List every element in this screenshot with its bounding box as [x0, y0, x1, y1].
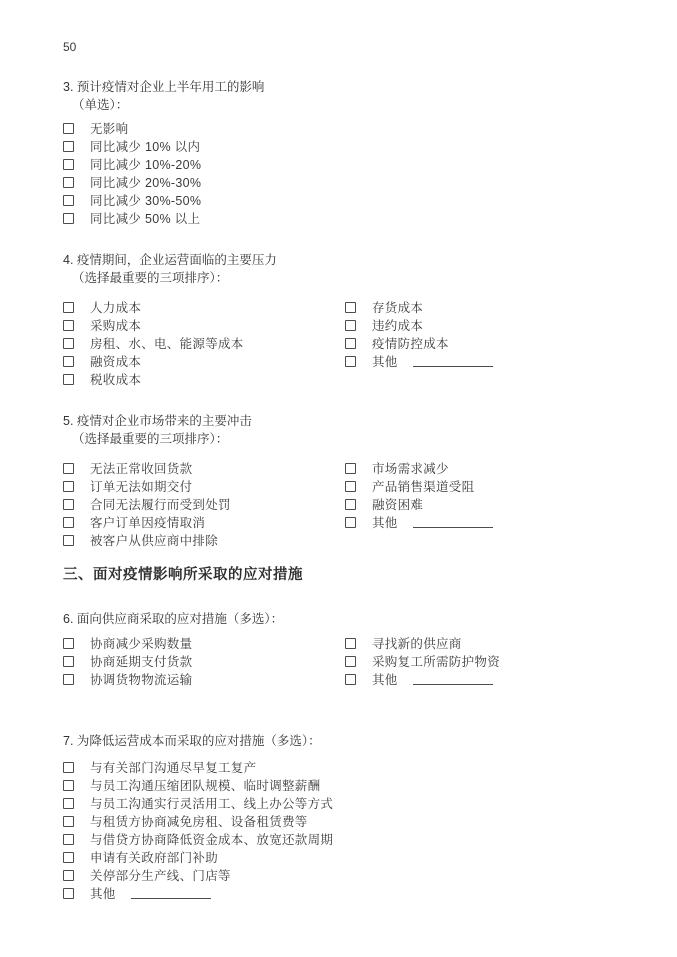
- checkbox-icon[interactable]: [63, 780, 74, 791]
- option-label: 合同无法履行而受到处罚: [90, 498, 231, 512]
- checkbox-option-other[interactable]: [345, 513, 493, 531]
- option-label: 无影响: [90, 122, 129, 136]
- question-4-title: 4. 疫情期间，企业运营面临的主要压力: [63, 253, 277, 267]
- question-4-right-column: [345, 298, 493, 388]
- checkbox-option[interactable]: [345, 334, 493, 352]
- option-label: 房租、水、电、能源等成本: [90, 337, 244, 351]
- checkbox-option[interactable]: [345, 634, 500, 652]
- checkbox-icon[interactable]: [63, 177, 74, 188]
- option-label: 融资困难: [372, 498, 424, 512]
- option-label: 其他: [372, 673, 398, 687]
- option-label: 同比减少 30%-50%: [90, 194, 202, 208]
- question-6-title: 6. 面向供应商采取的应对措施（多选）：: [63, 612, 284, 626]
- checkbox-icon[interactable]: [63, 888, 74, 899]
- checkbox-icon[interactable]: [345, 463, 356, 474]
- checkbox-icon[interactable]: [63, 535, 74, 546]
- option-label: 无法正常收回货款: [90, 462, 193, 476]
- question-3: [63, 78, 637, 227]
- checkbox-icon[interactable]: [63, 816, 74, 827]
- checkbox-icon[interactable]: [63, 834, 74, 845]
- option-label: 同比减少 50% 以上: [90, 212, 201, 226]
- checkbox-option[interactable]: [63, 370, 345, 388]
- checkbox-icon[interactable]: [63, 870, 74, 881]
- option-label: 寻找新的供应商: [372, 637, 462, 651]
- question-6-left-column: [63, 634, 345, 688]
- option-label: 协商延期支付货款: [90, 655, 193, 669]
- checkbox-option[interactable]: [345, 316, 493, 334]
- option-label: 其他: [372, 355, 398, 369]
- option-label: 被客户从供应商中排除: [90, 534, 219, 548]
- checkbox-icon[interactable]: [345, 320, 356, 331]
- option-label: 与员工沟通压缩团队规模、临时调整薪酬: [90, 779, 321, 793]
- checkbox-icon[interactable]: [63, 481, 74, 492]
- option-label: 申请有关政府部门补助: [90, 851, 219, 865]
- option-label: 疫情防控成本: [372, 337, 449, 351]
- fill-in-blank[interactable]: [413, 355, 493, 367]
- question-5-options: [63, 459, 637, 549]
- checkbox-icon[interactable]: [63, 762, 74, 773]
- option-label: 其他: [372, 516, 398, 530]
- checkbox-option[interactable]: [63, 794, 637, 812]
- checkbox-option[interactable]: [63, 119, 637, 137]
- checkbox-icon[interactable]: [345, 674, 356, 685]
- question-7-options: [63, 758, 637, 902]
- checkbox-option[interactable]: [345, 495, 493, 513]
- checkbox-option-other[interactable]: [345, 352, 493, 370]
- checkbox-icon[interactable]: [63, 356, 74, 367]
- option-label: 协商减少采购数量: [90, 637, 193, 651]
- section-3-heading: 三、面对疫情影响所采取的应对措施: [63, 567, 303, 583]
- checkbox-icon[interactable]: [63, 302, 74, 313]
- option-label: 融资成本: [90, 355, 142, 369]
- checkbox-option[interactable]: [63, 758, 637, 776]
- checkbox-icon[interactable]: [63, 141, 74, 152]
- option-label: 同比减少 10% 以内: [90, 140, 201, 154]
- checkbox-option[interactable]: [63, 209, 637, 227]
- fill-in-blank[interactable]: [131, 887, 211, 899]
- checkbox-option[interactable]: [63, 776, 637, 794]
- checkbox-icon[interactable]: [63, 374, 74, 385]
- checkbox-option[interactable]: [63, 830, 637, 848]
- option-label: 客户订单因疫情取消: [90, 516, 206, 530]
- option-label: 采购复工所需防护物资: [372, 655, 501, 669]
- checkbox-option[interactable]: [63, 316, 345, 334]
- checkbox-option-other[interactable]: [63, 884, 637, 902]
- question-4-subtitle: （选择最重要的三项排序）：: [72, 271, 229, 285]
- checkbox-icon[interactable]: [63, 499, 74, 510]
- fill-in-blank[interactable]: [413, 516, 493, 528]
- question-5-left-column: [63, 459, 345, 549]
- page-number: 50: [63, 40, 77, 54]
- checkbox-option[interactable]: [63, 812, 637, 830]
- checkbox-option[interactable]: [63, 137, 637, 155]
- option-label: 税收成本: [90, 373, 142, 387]
- question-4-left-column: [63, 298, 345, 388]
- checkbox-option[interactable]: [63, 848, 637, 866]
- checkbox-option[interactable]: [345, 652, 500, 670]
- option-label: 与员工沟通实行灵活用工、线上办公等方式: [90, 797, 334, 811]
- checkbox-option[interactable]: [345, 298, 493, 316]
- checkbox-option[interactable]: [63, 334, 345, 352]
- question-3-options: [63, 119, 637, 227]
- option-label: 人力成本: [90, 301, 142, 315]
- checkbox-icon[interactable]: [63, 123, 74, 134]
- option-label: 存货成本: [372, 301, 424, 315]
- checkbox-option[interactable]: [63, 191, 637, 209]
- checkbox-icon[interactable]: [63, 656, 74, 667]
- question-5: [63, 412, 637, 549]
- question-6: [63, 610, 637, 688]
- checkbox-icon[interactable]: [63, 798, 74, 809]
- checkbox-option[interactable]: [345, 459, 493, 477]
- question-3-title: 3. 预计疫情对企业上半年用工的影响: [63, 80, 265, 94]
- checkbox-icon[interactable]: [63, 195, 74, 206]
- option-label: 同比减少 20%-30%: [90, 176, 202, 190]
- question-5-right-column: [345, 459, 493, 549]
- checkbox-icon[interactable]: [63, 674, 74, 685]
- checkbox-option[interactable]: [63, 173, 637, 191]
- option-label: 其他: [90, 887, 116, 901]
- option-label: 同比减少 10%-20%: [90, 158, 202, 172]
- checkbox-option[interactable]: [63, 459, 345, 477]
- checkbox-option[interactable]: [63, 513, 345, 531]
- question-5-title: 5. 疫情对企业市场带来的主要冲击: [63, 414, 252, 428]
- checkbox-icon[interactable]: [345, 499, 356, 510]
- checkbox-option[interactable]: [63, 670, 345, 688]
- checkbox-option[interactable]: [63, 352, 345, 370]
- question-4-options: [63, 298, 637, 388]
- question-6-options: [63, 634, 637, 688]
- checkbox-icon[interactable]: [345, 481, 356, 492]
- option-label: 与有关部门沟通尽早复工复产: [90, 761, 257, 775]
- checkbox-icon[interactable]: [63, 338, 74, 349]
- checkbox-option-other[interactable]: [345, 670, 500, 688]
- checkbox-icon[interactable]: [63, 320, 74, 331]
- checkbox-option[interactable]: [63, 531, 345, 549]
- question-4: [63, 251, 637, 388]
- checkbox-option[interactable]: [63, 155, 637, 173]
- option-label: 产品销售渠道受阻: [372, 480, 475, 494]
- option-label: 与租赁方协商减免房租、设备租赁费等: [90, 815, 308, 829]
- checkbox-icon[interactable]: [63, 159, 74, 170]
- checkbox-icon[interactable]: [63, 463, 74, 474]
- checkbox-icon[interactable]: [345, 302, 356, 313]
- option-label: 违约成本: [372, 319, 424, 333]
- checkbox-option[interactable]: [345, 477, 493, 495]
- checkbox-icon[interactable]: [63, 852, 74, 863]
- checkbox-icon[interactable]: [345, 338, 356, 349]
- checkbox-option[interactable]: [63, 634, 345, 652]
- question-6-right-column: [345, 634, 500, 688]
- option-label: 订单无法如期交付: [90, 480, 193, 494]
- checkbox-option[interactable]: [63, 477, 345, 495]
- option-label: 市场需求减少: [372, 462, 449, 476]
- question-7: [63, 732, 637, 902]
- question-7-title: 7. 为降低运营成本而采取的应对措施（多选）：: [63, 734, 321, 748]
- option-label: 与借贷方协商降低资金成本、放宽还款周期: [90, 833, 334, 847]
- option-label: 关停部分生产线、门店等: [90, 869, 231, 883]
- option-label: 协调货物物流运输: [90, 673, 193, 687]
- checkbox-option[interactable]: [63, 298, 345, 316]
- checkbox-icon[interactable]: [63, 517, 74, 528]
- fill-in-blank[interactable]: [413, 673, 493, 685]
- option-label: 采购成本: [90, 319, 142, 333]
- question-5-subtitle: （选择最重要的三项排序）：: [72, 432, 229, 446]
- checkbox-icon[interactable]: [63, 638, 74, 649]
- checkbox-icon[interactable]: [345, 638, 356, 649]
- checkbox-option[interactable]: [63, 866, 637, 884]
- checkbox-option[interactable]: [63, 495, 345, 513]
- checkbox-icon[interactable]: [345, 517, 356, 528]
- checkbox-icon[interactable]: [63, 213, 74, 224]
- checkbox-option[interactable]: [63, 652, 345, 670]
- checkbox-icon[interactable]: [345, 356, 356, 367]
- question-3-subtitle: （单选）：: [72, 98, 129, 112]
- checkbox-icon[interactable]: [345, 656, 356, 667]
